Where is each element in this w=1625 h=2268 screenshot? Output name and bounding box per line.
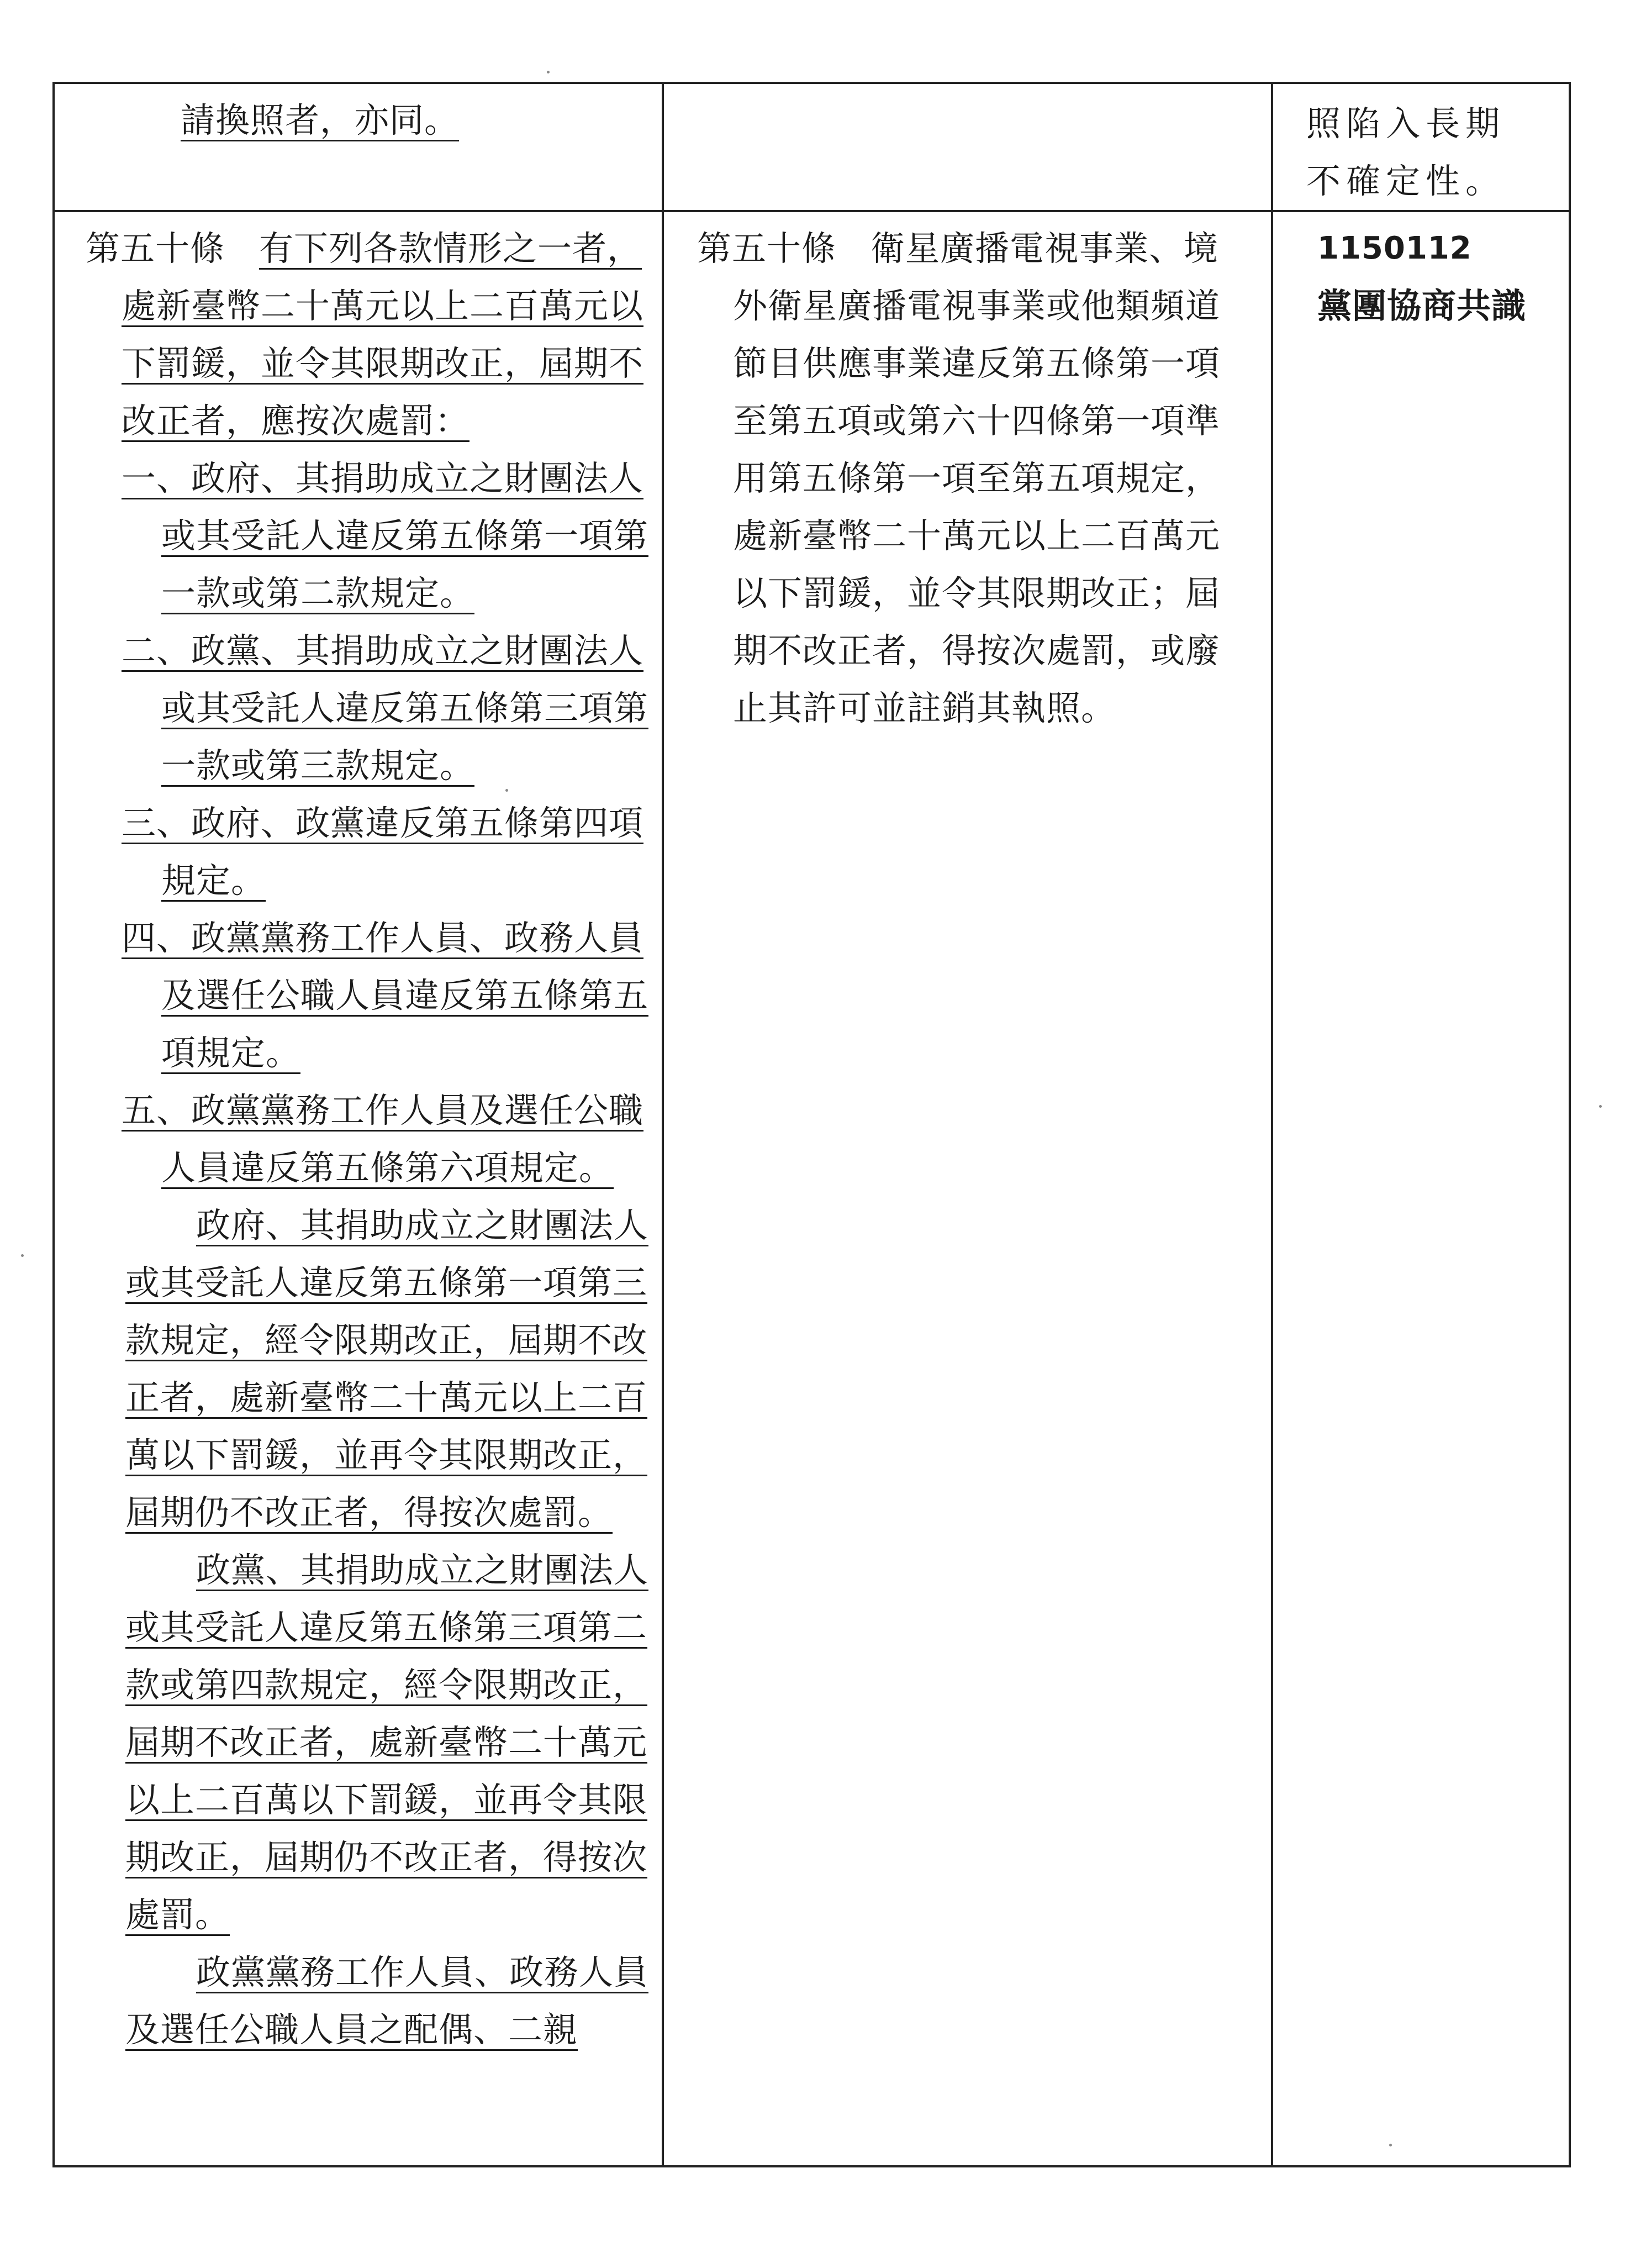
cell-new-continuation [54, 83, 663, 211]
cell-note-continuation [1272, 83, 1570, 211]
cell-old-article [663, 211, 1272, 2166]
cell-note-article [1272, 211, 1570, 2166]
new-paragraph-3: 政黨、其捐助成立之財團法人或其受託人違反第五條第三項第二款或第四款規定，經令限期改正，屆期不改正者，處新臺幣二十萬元以上二百萬以下罰鍰，並再令其限期改正，屆期仍不改正者，得按次處罰。 [125, 1550, 649, 1935]
scan-speck [547, 71, 550, 73]
old-article-number: 第五十條 [697, 228, 837, 269]
new-paragraph-2: 政府、其捐助成立之財團法人或其受託人違反第五條第一項第三款規定，經令限期改正，屆期不改正者，處新臺幣二十萬元以上二百萬以下罰鍰，並再令其限期改正，屆期仍不改正者，得按次處罰。 [125, 1205, 649, 1533]
new-continuation-text: 請換照者，亦同。 [181, 100, 460, 140]
note-consensus: 黨團協商共識 [1317, 286, 1527, 326]
new-item-4: 四、政黨黨務工作人員、政務人員及選任公職人員違反第五條第五項規定。 [122, 918, 649, 1073]
new-item-3: 三、政府、政黨違反第五條第四項規定。 [122, 803, 644, 901]
new-article-intro-first: 有下列各款情形之一者 [259, 228, 608, 269]
table-row-article-50 [54, 211, 1570, 2166]
note-line-2: 不確定性。 [1306, 161, 1506, 201]
scan-speck [1599, 1105, 1602, 1108]
cell-new-article [54, 211, 663, 2166]
new-article-number: 第五十條 [86, 228, 225, 269]
new-article-intro-rest: ，處新臺幣二十萬元以上二百萬元以下罰鍰，並令其限期改正，屆期不改正者，應按次處罰： [122, 228, 644, 441]
comparison-table [52, 82, 1571, 2167]
new-item-5: 五、政黨黨務工作人員及選任公職人員違反第五條第六項規定。 [122, 1090, 644, 1188]
old-continuation-text [664, 84, 1271, 92]
new-item-1: 一、政府、其捐助成立之財團法人或其受託人違反第五條第一項第一款或第二款規定。 [122, 458, 649, 613]
note-line-1: 照陷入長期 [1306, 103, 1506, 144]
new-paragraph-4: 政黨黨務工作人員、政務人員及選任公職人員之配偶、二親 [125, 1952, 649, 2050]
scan-speck [505, 789, 508, 792]
scan-speck [1389, 2144, 1392, 2146]
new-item-2: 二、政黨、其捐助成立之財團法人或其受託人違反第五條第三項第一款或第三款規定。 [122, 630, 649, 786]
scan-speck [21, 1254, 24, 1257]
note-date: 1150112 [1317, 230, 1472, 266]
old-article-text: 衛星廣播電視事業、境外衛星廣播電視事業或他類頻道節目供應事業違反第五條第一項至第五項或第六十四條第一項準用第五條第一項至第五項規定，處新臺幣二十萬元以上二百萬元以下罰鍰，並令其限期改正；屆期不改正者，得按次處罰，或廢止其許可並註銷其執照。 [733, 228, 1221, 728]
cell-old-continuation [663, 83, 1272, 211]
table-row-continuation [54, 83, 1570, 211]
